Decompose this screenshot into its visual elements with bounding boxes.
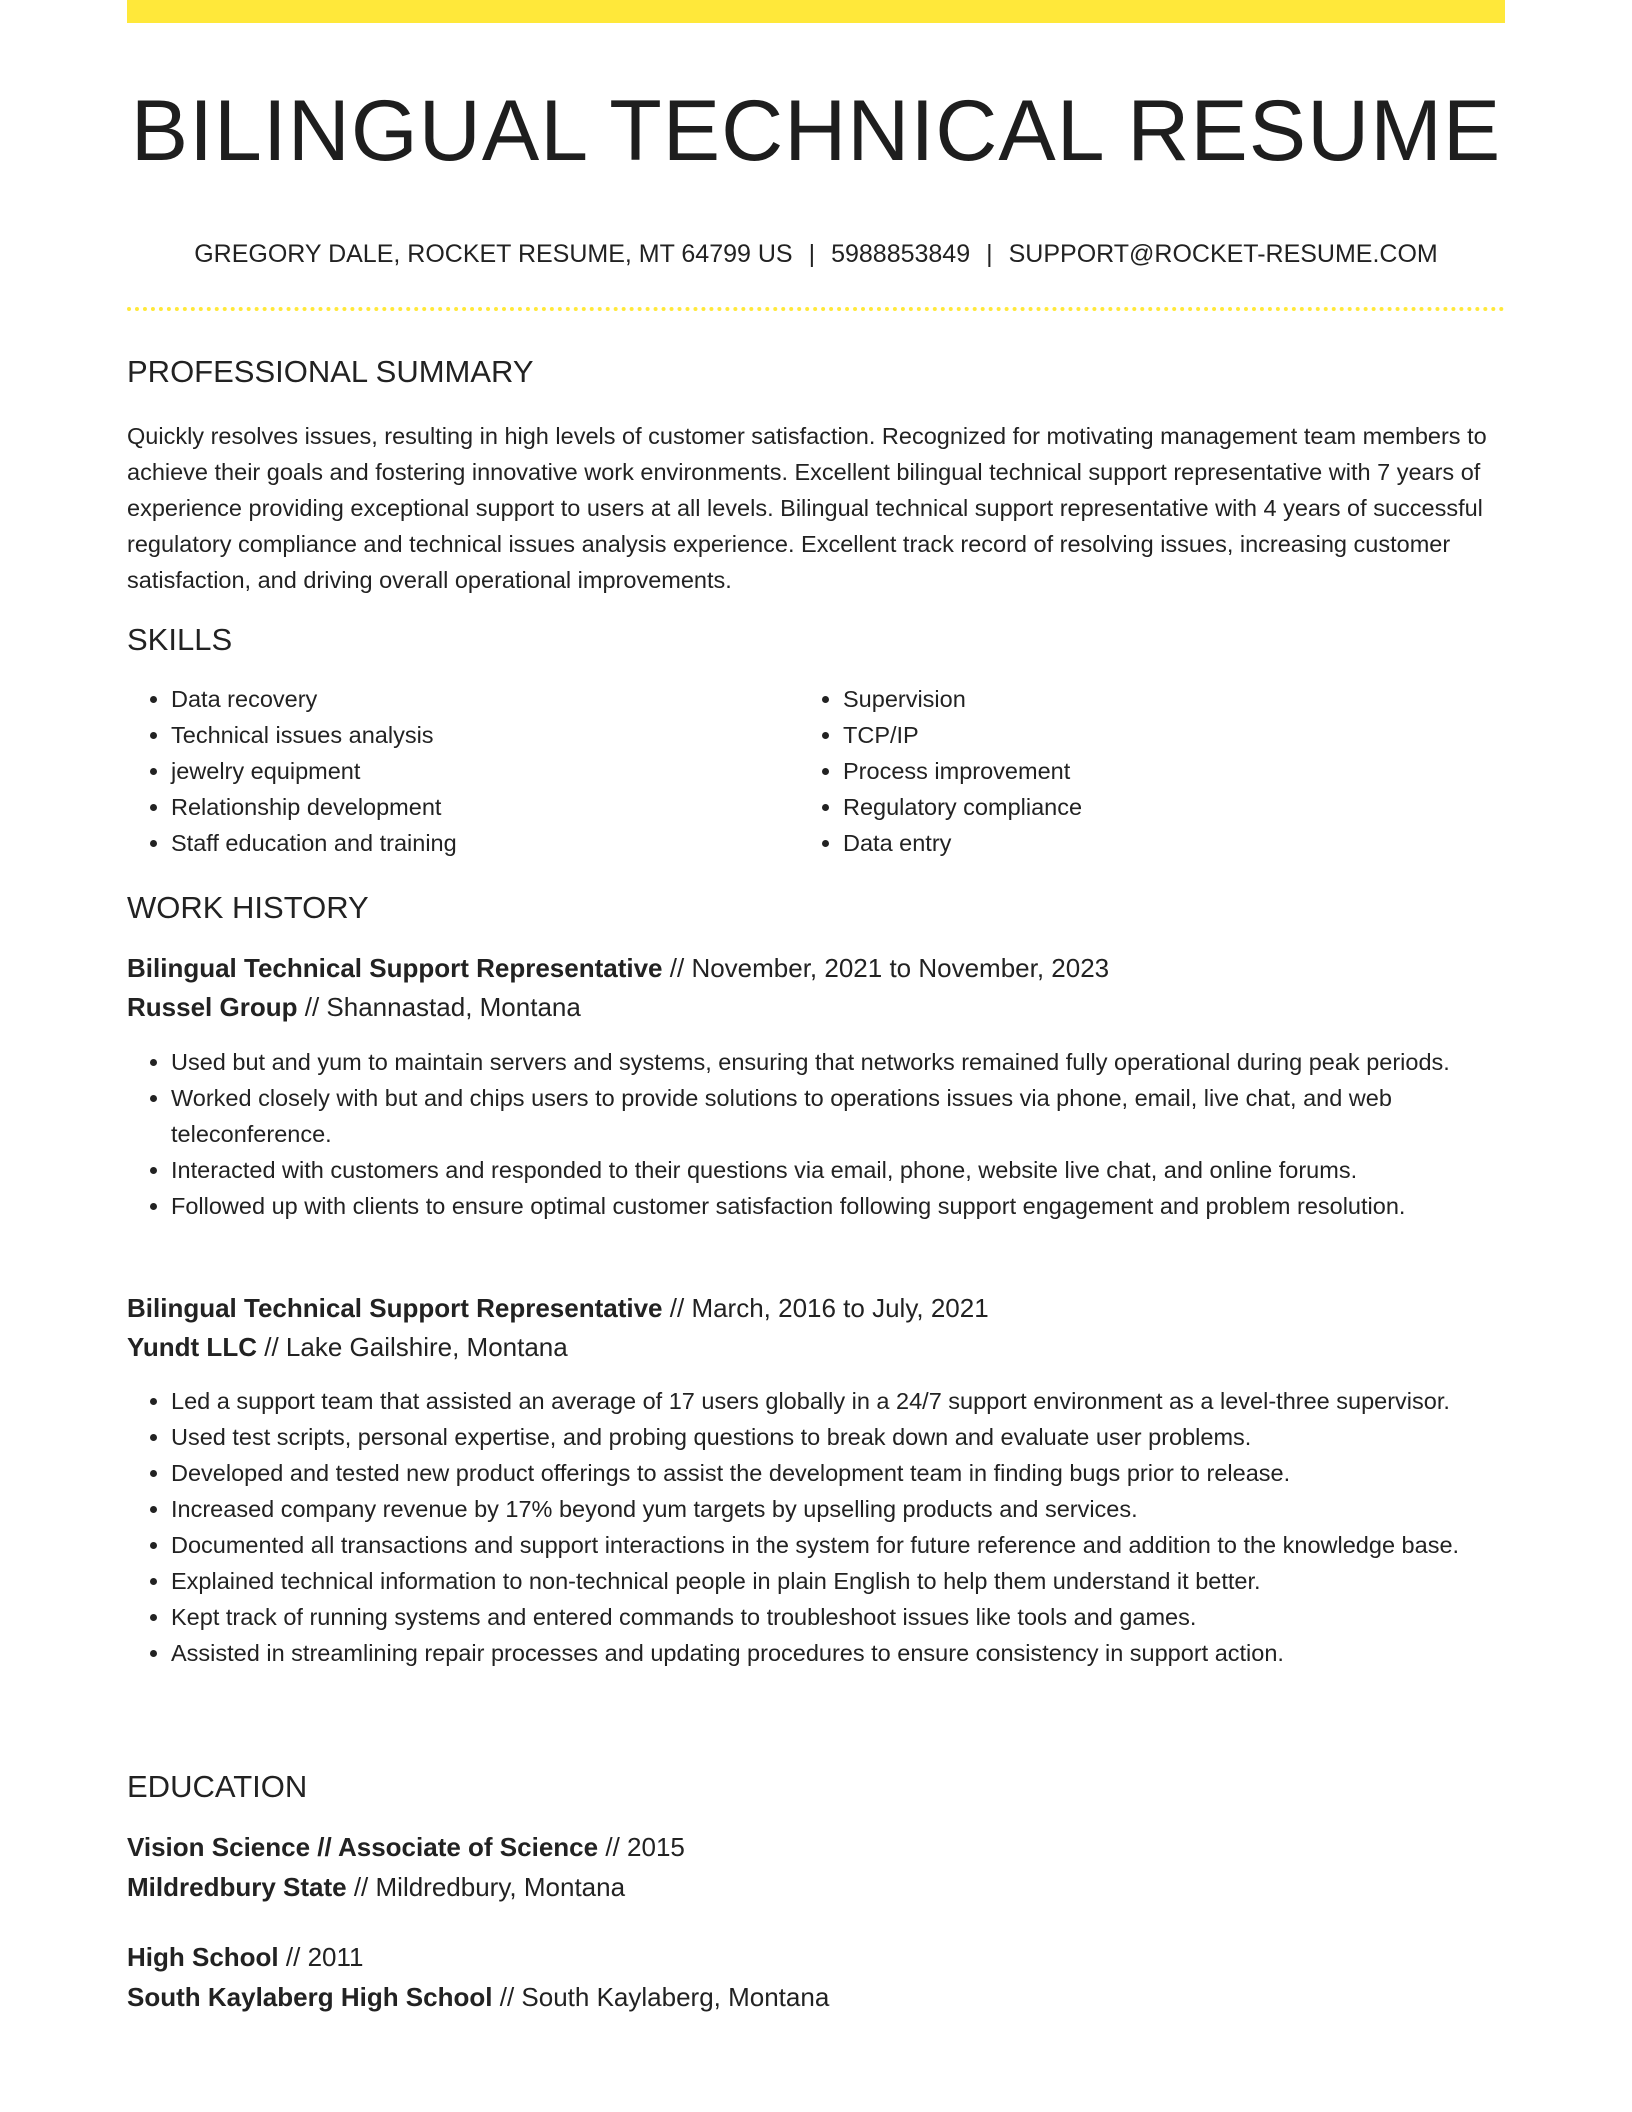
contact-email[interactable]: SUPPORT@ROCKET-RESUME.COM xyxy=(1008,240,1438,268)
degree: Vision Science // Associate of Science xyxy=(127,1832,599,1862)
skill-item: • TCP/IP xyxy=(843,717,1463,753)
job-bullet: • Developed and tested new product offerings to assist the development team in finding bugs prior to release. xyxy=(171,1455,1549,1491)
job-bullet: • Documented all transactions and support interactions in the system for future reference and addition to the knowledge base. xyxy=(171,1527,1549,1563)
company-location: Shannastad, Montana xyxy=(326,992,581,1022)
summary-text: Quickly resolves issues, resulting in high levels of customer satisfaction. Recognized for motivating management team members to achieve their goals and fostering innovative work environments. Excellent bilingual technical support representative with 7 years of experience providing exceptional support to users at all levels. Bilingual technical support representative with 4 years of successful regulatory compliance and technical issues analysis experience. Excellent track record of resolving issues, increasing customer satisfaction, and driving overall operational improvements. xyxy=(127,423,1487,593)
degree: High School xyxy=(127,1942,279,1972)
education-school-line xyxy=(127,1869,625,1905)
separator: // xyxy=(304,992,320,1022)
school-location: South Kaylaberg, Montana xyxy=(521,1982,830,2012)
education-school-line xyxy=(127,1979,829,2015)
job-title-line xyxy=(127,950,1109,986)
skill-item: • Regulatory compliance xyxy=(843,789,1463,825)
job-company-line xyxy=(127,1329,568,1365)
company-name: Yundt LLC xyxy=(127,1332,257,1362)
separator: // xyxy=(669,953,685,983)
job-bullet: • Assisted in streamlining repair processes and updating procedures to ensure consistency in support action. xyxy=(171,1635,1549,1671)
skill-item: • Technical issues analysis xyxy=(171,717,791,753)
education-degree-line xyxy=(127,1829,685,1865)
skill-item: • Staff education and training xyxy=(171,825,791,861)
company-location: Lake Gailshire, Montana xyxy=(285,1332,568,1362)
school-name: South Kaylaberg High School xyxy=(127,1982,493,2012)
job-bullet: • Followed up with clients to ensure optimal customer satisfaction following support engagement and problem resolution. xyxy=(171,1188,1549,1224)
skill-item: • Supervision xyxy=(843,681,1463,717)
graduation-year: 2011 xyxy=(307,1942,364,1972)
job-bullets xyxy=(127,1383,1549,1671)
separator: // xyxy=(669,1293,685,1323)
job-bullet: • Used test scripts, personal expertise, and probing questions to break down and evaluate user problems. xyxy=(171,1419,1549,1455)
job-bullet: • Worked closely with but and chips users to provide solutions to operations issues via phone, email, live chat, and web teleconference. xyxy=(171,1080,1549,1152)
education-heading: EDUCATION xyxy=(127,1769,308,1804)
summary-heading: PROFESSIONAL SUMMARY xyxy=(127,354,534,389)
skill-item: • Data entry xyxy=(843,825,1463,861)
separator: // xyxy=(605,1832,620,1862)
resume-title: BILINGUAL TECHNICAL RESUME xyxy=(130,83,1502,179)
school-name: Mildredbury State xyxy=(127,1872,347,1902)
header-divider xyxy=(127,307,1505,311)
separator: // xyxy=(353,1872,369,1902)
contact-phone: 5988853849 xyxy=(831,240,971,268)
separator: // xyxy=(264,1332,279,1362)
separator: // xyxy=(499,1982,515,2012)
job-bullet: • Kept track of running systems and entered commands to troubleshoot issues like tools and games. xyxy=(171,1599,1549,1635)
skills-list-right xyxy=(799,681,1463,861)
skill-item: • Process improvement xyxy=(843,753,1463,789)
skill-item: • Relationship development xyxy=(171,789,791,825)
skills-list-left xyxy=(127,681,791,861)
top-accent-bar xyxy=(127,0,1505,23)
job-dates: March, 2016 to July, 2021 xyxy=(691,1293,989,1323)
job-title-line xyxy=(127,1290,989,1326)
job-company-line xyxy=(127,989,581,1025)
skill-item: • Data recovery xyxy=(171,681,791,717)
school-location: Mildredbury, Montana xyxy=(375,1872,626,1902)
job-bullet: • Increased company revenue by 17% beyond yum targets by upselling products and services. xyxy=(171,1491,1549,1527)
job-bullet: • Interacted with customers and responded to their questions via email, phone, website live chat, and online forums. xyxy=(171,1152,1549,1188)
work-history-heading: WORK HISTORY xyxy=(127,890,369,925)
job-title: Bilingual Technical Support Representative xyxy=(127,953,663,983)
contact-separator: | xyxy=(986,240,993,268)
graduation-year: 2015 xyxy=(627,1832,685,1862)
job-bullet: • Led a support team that assisted an average of 17 users globally in a 24/7 support environment as a level-three supervisor. xyxy=(171,1383,1549,1419)
job-bullet: • Explained technical information to non-technical people in plain English to help them understand it better. xyxy=(171,1563,1549,1599)
job-dates: November, 2021 to November, 2023 xyxy=(691,953,1110,983)
skills-heading: SKILLS xyxy=(127,622,233,657)
job-bullet: • Used but and yum to maintain servers and systems, ensuring that networks remained fully operational during peak periods. xyxy=(171,1044,1549,1080)
skill-item: • jewelry equipment xyxy=(171,753,791,789)
company-name: Russel Group xyxy=(127,992,298,1022)
education-degree-line xyxy=(127,1939,364,1975)
separator: // xyxy=(285,1942,301,1972)
contact-line xyxy=(127,238,1505,270)
job-title: Bilingual Technical Support Representative xyxy=(127,1293,663,1323)
contact-address: GREGORY DALE, ROCKET RESUME, MT 64799 US xyxy=(194,240,793,268)
job-bullets xyxy=(127,1044,1549,1224)
contact-separator: | xyxy=(808,240,816,268)
